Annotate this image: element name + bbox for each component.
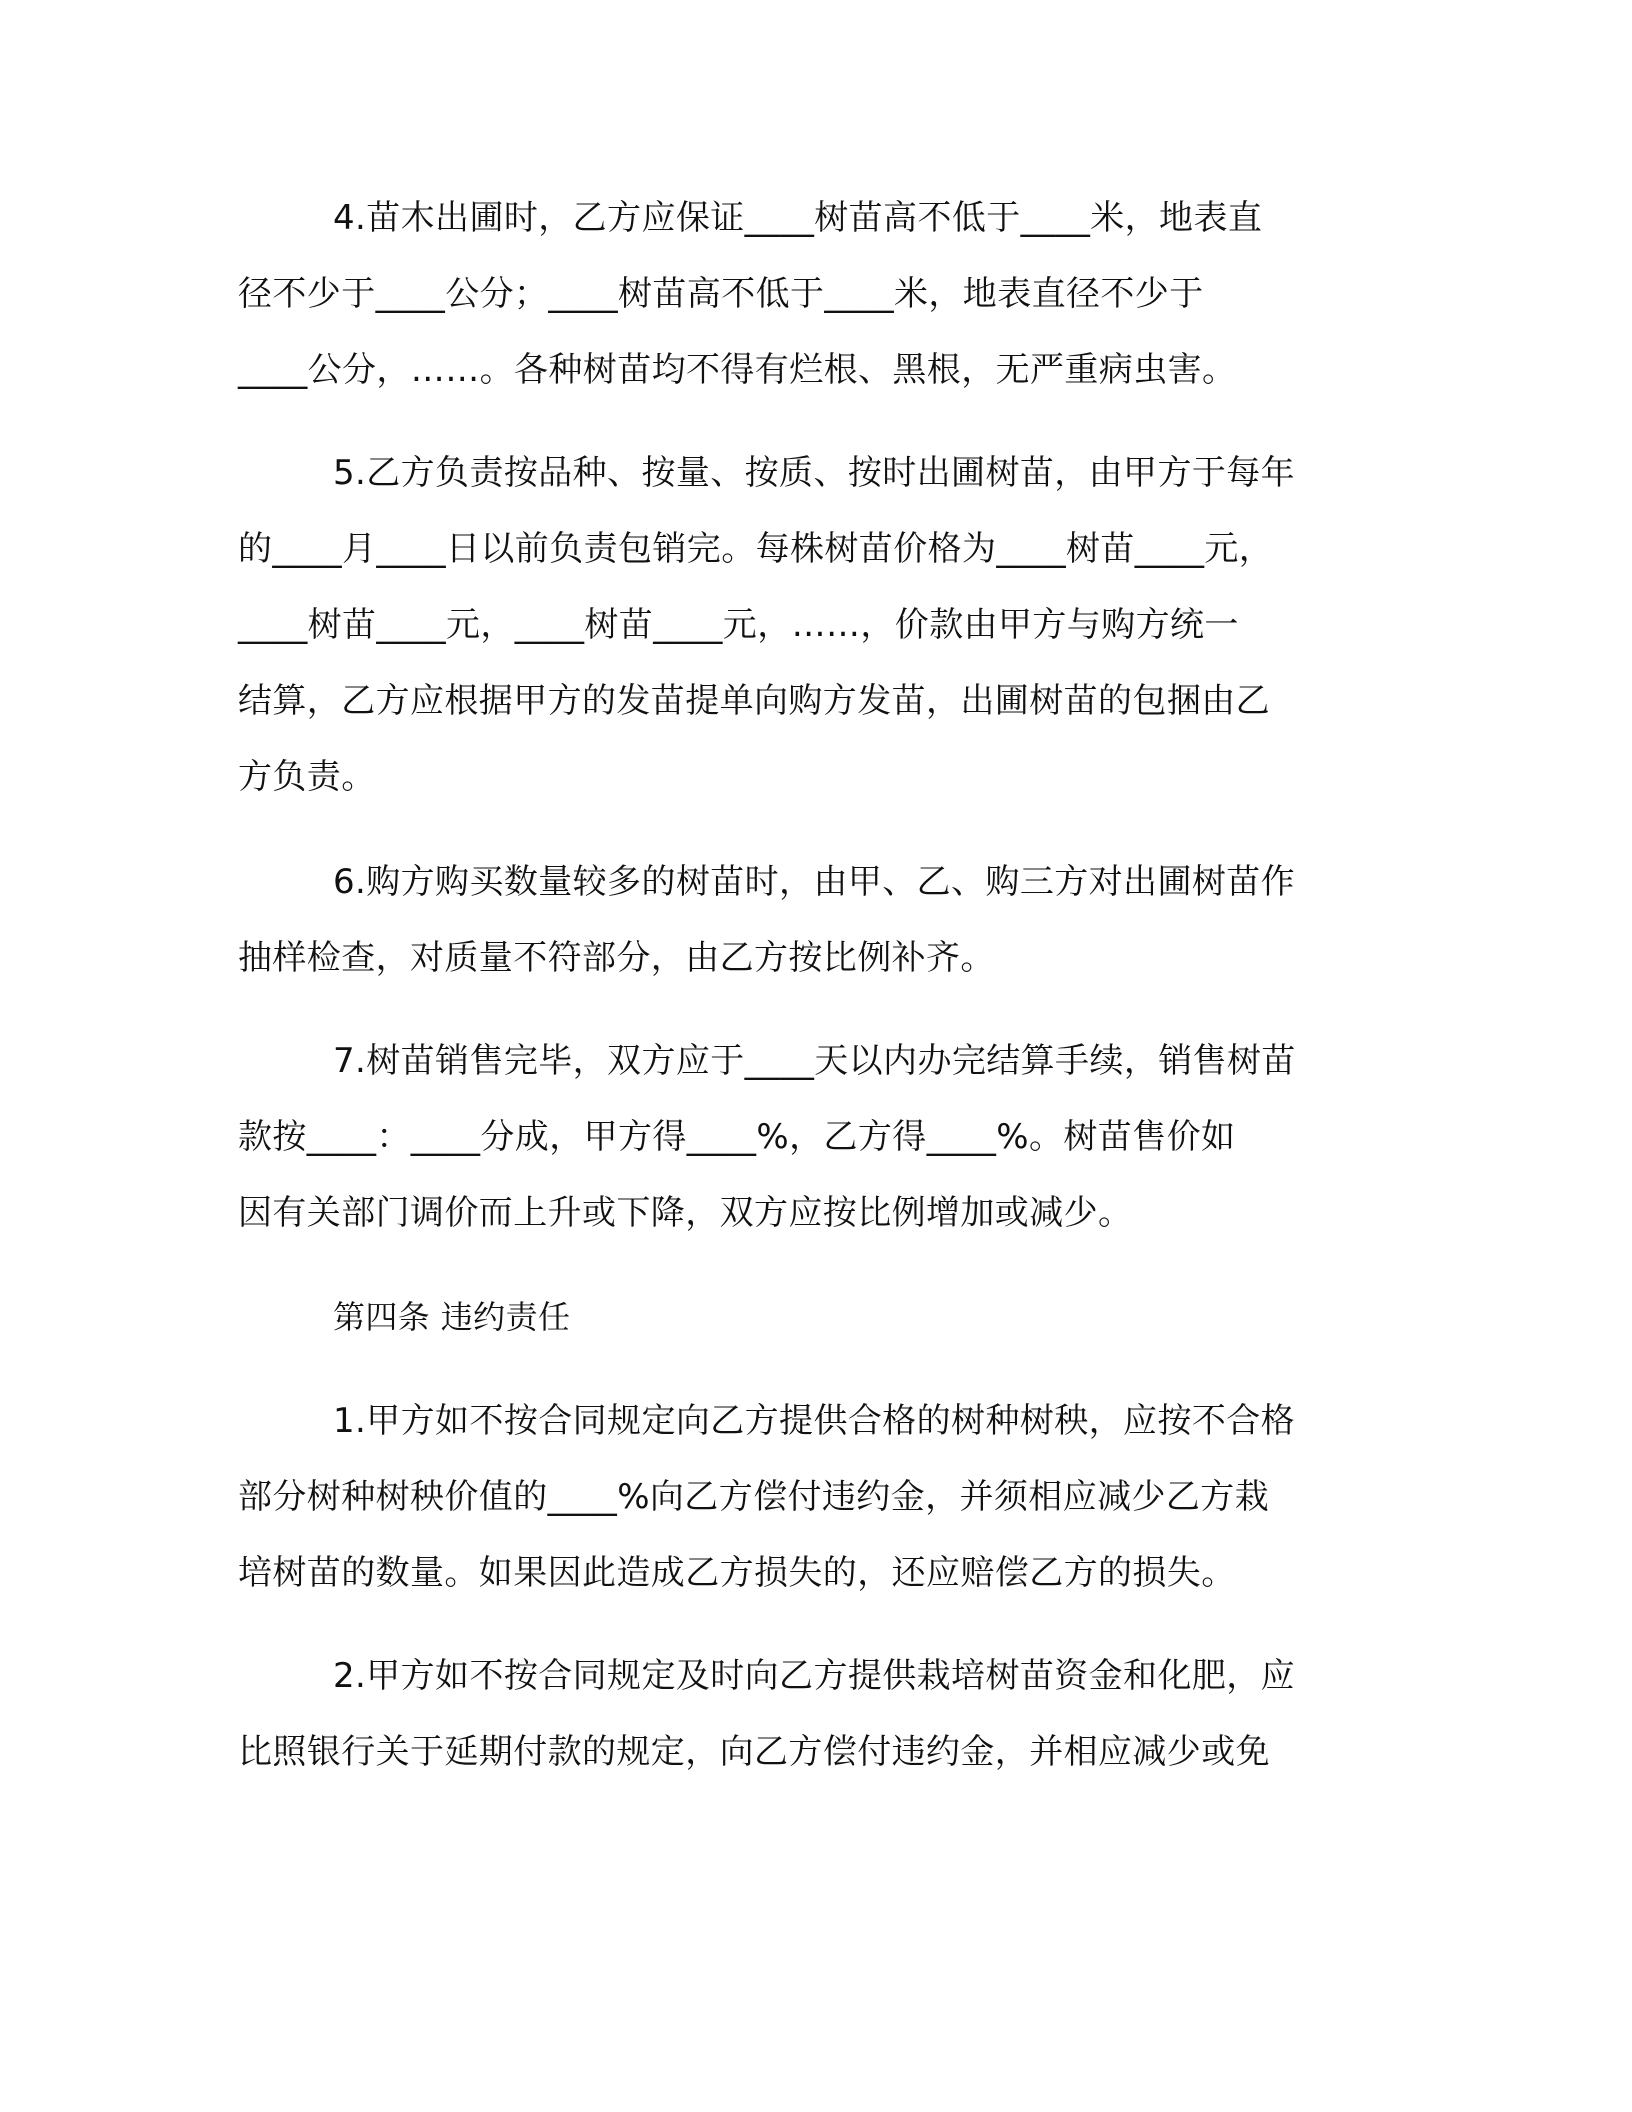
clause-7-line-1: 7.树苗销售完毕，双方应于____天以内办完结算手续，销售树苗	[333, 1041, 1296, 1081]
clause-7-line-3: 因有关部门调价而上升或下降，双方应按比例增加或减少。	[238, 1193, 1133, 1233]
clause-5-line-4: 结算，乙方应根据甲方的发苗提单向购方发苗，出圃树苗的包捆由乙	[238, 681, 1270, 721]
article-4-clause-1-line-2: 部分树种树秧价值的____%向乙方偿付违约金，并须相应减少乙方栽	[238, 1477, 1270, 1517]
clause-5-line-3: ____树苗____元，____树苗____元，……，价款由甲方与购方统一	[238, 605, 1239, 645]
clause-5-line-1: 5.乙方负责按品种、按量、按质、按时出圃树苗，由甲方于每年	[333, 453, 1296, 493]
clause-5-line-2: 的____月____日以前负责包销完。每株树苗价格为____树苗____元，	[238, 529, 1274, 569]
clause-6-line-2: 抽样检查，对质量不符部分，由乙方按比例补齐。	[238, 938, 995, 978]
article-4-clause-2-line-1: 2.甲方如不按合同规定及时向乙方提供栽培树苗资金和化肥，应	[333, 1656, 1296, 1696]
clause-4-line-3: ____公分，……。各种树苗均不得有烂根、黑根，无严重病虫害。	[238, 350, 1237, 390]
article-4-heading: 第四条 违约责任	[333, 1298, 571, 1336]
clause-4-line-2: 径不少于____公分；____树苗高不低于____米，地表直径不少于	[238, 274, 1204, 314]
article-4-clause-2-line-2: 比照银行关于延期付款的规定，向乙方偿付违约金，并相应减少或免	[238, 1732, 1270, 1772]
article-4-clause-1-line-1: 1.甲方如不按合同规定向乙方提供合格的树种树秧，应按不合格	[333, 1401, 1296, 1441]
article-4-clause-1-line-3: 培树苗的数量。如果因此造成乙方损失的，还应赔偿乙方的损失。	[238, 1553, 1236, 1593]
clause-6-line-1: 6.购方购买数量较多的树苗时，由甲、乙、购三方对出圃树苗作	[333, 862, 1296, 902]
clause-5-line-5: 方负责。	[238, 757, 376, 797]
clause-7-line-2: 款按____：____分成，甲方得____%，乙方得____%。树苗售价如	[238, 1117, 1236, 1157]
clause-4-line-1: 4.苗木出圃时，乙方应保证____树苗高不低于____米，地表直	[333, 198, 1263, 238]
